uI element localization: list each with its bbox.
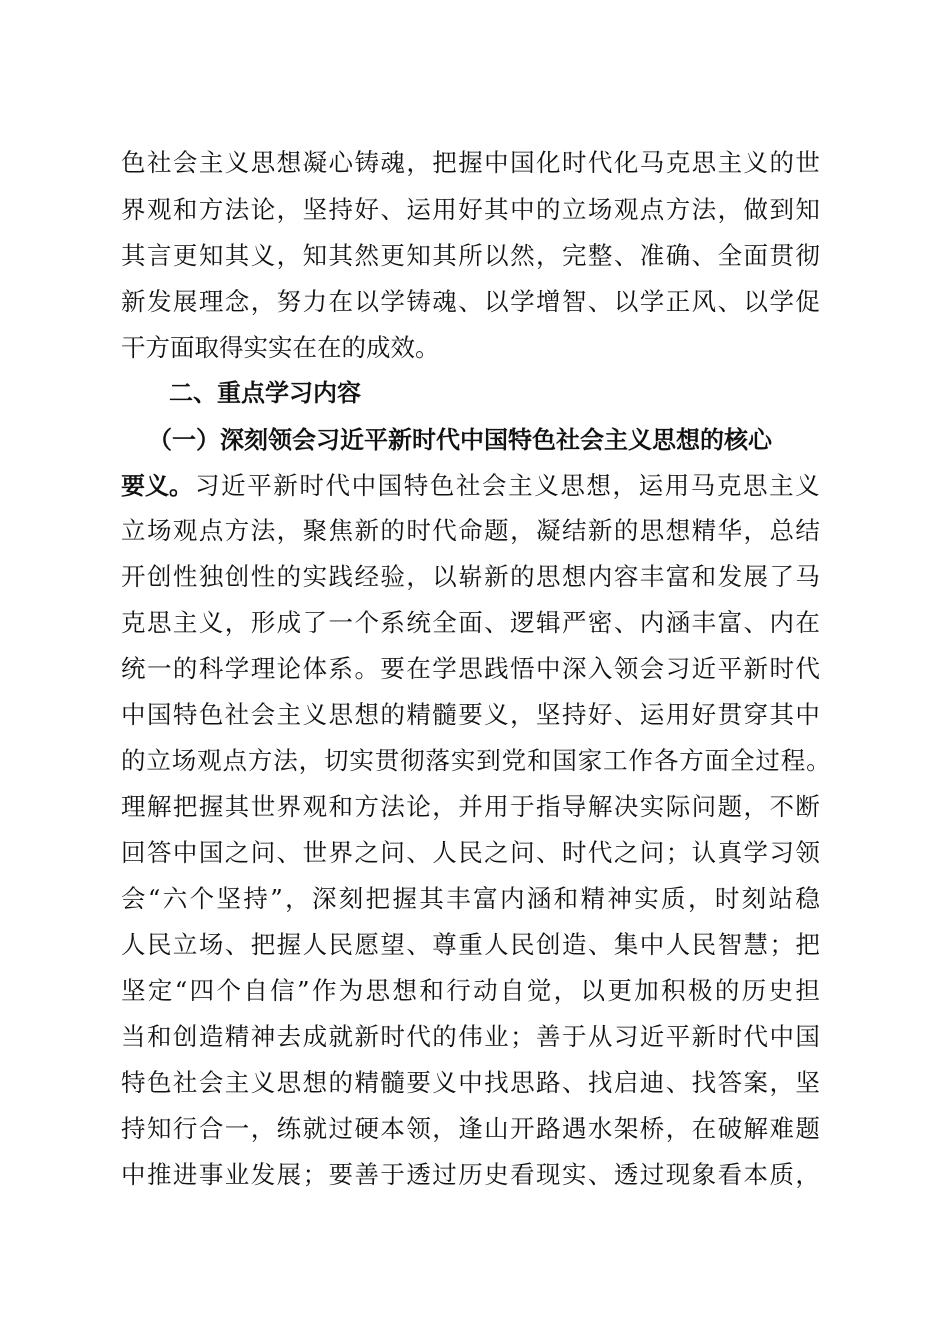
paragraph-line: [0, 741, 950, 781]
paragraph-text: 坚 定 “ 四 个 自 信 ” 作 为 思 想 和 行 动 自 觉 ， 以 更 加 积 极 的 历 史 担: [121, 976, 820, 1005]
paragraph-line: [0, 971, 950, 1011]
paragraph-line: [0, 143, 950, 183]
paragraph-line: [0, 833, 950, 873]
paragraph-text: 其 言 更 知 其 义 ， 知 其 然 更 知 其 所 以 然 ， 完 整 、 准 确 、 全 面 贯 彻: [121, 241, 820, 270]
section-heading-text: 二、重点学习内容: [169, 379, 361, 407]
paragraph-line: [0, 466, 950, 506]
paragraph-line: [0, 1063, 950, 1103]
subsection-title-end: 要义。: [121, 472, 193, 500]
paragraph-line: [0, 236, 950, 276]
paragraph-text: 新 发 展 理 念 ， 努 力 在 以 学 铸 魂 、 以 学 增 智 、 以 学 正 风 、 以 学 促: [121, 287, 820, 316]
paragraph-text: 色 社 会 主 义 思 想 凝 心 铸 魂 ， 把 握 中 国 化 时 代 化 马 克 思 主 义 的 世: [121, 148, 820, 177]
paragraph-text: 立 场 观 点 方 法 ， 聚 焦 新 的 时 代 命 题 ， 凝 结 新 的 思 想 精 华 ， 总 结: [121, 516, 820, 545]
paragraph-line: [0, 649, 950, 689]
paragraph-line: [0, 1109, 950, 1149]
paragraph-text: 统 一 的 科 学 理 论 体 系 。 要 在 学 思 践 悟 中 深 入 领 会 习 近 平 新 时 代: [121, 654, 820, 683]
paragraph-text: 理 解 把 握 其 世 界 观 和 方 法 论 ， 并 用 于 指 导 解 决 实 际 问 题 ， 不 断: [121, 792, 820, 821]
paragraph-text: 开 创 性 独 创 性 的 实 践 经 验 ， 以 崭 新 的 思 想 内 容 丰 富 和 发 展 了 马: [121, 562, 820, 591]
paragraph-text: 习 近 平 新 时 代 中 国 特 色 社 会 主 义 思 想 ， 运 用 马 克 思 主 义: [195, 471, 820, 500]
paragraph-text: 的 立 场 观 点 方 法 ， 切 实 贯 彻 落 实 到 党 和 国 家 工 作 各 方 面 全 过 程 。: [121, 746, 831, 775]
paragraph-text: 克 思 主 义 ， 形 成 了 一 个 系 统 全 面 、 逻 辑 严 密 、 内 涵 丰 富 、 内 在: [121, 608, 820, 637]
paragraph-text: 中 推 进 事 业 发 展 ； 要 善 于 透 过 历 史 看 现 实 、 透 过 现 象 看 本 质 ，: [121, 1160, 820, 1189]
paragraph-line: [0, 282, 950, 322]
paragraph-line: [0, 190, 950, 230]
paragraph-line: [0, 603, 950, 643]
paragraph-text: 当 和 创 造 精 神 去 成 就 新 时 代 的 伟 业 ； 善 于 从 习 近 平 新 时 代 中 国: [121, 1022, 820, 1051]
paragraph-text: 界 观 和 方 法 论 ， 坚 持 好 、 运 用 好 其 中 的 立 场 观 点 方 法 ， 做 到 知: [121, 195, 820, 224]
paragraph-line: [0, 511, 950, 551]
paragraph-text: 回 答 中 国 之 问 、 世 界 之 问 、 人 民 之 问 、 时 代 之 问 ； 认 真 学 习 领: [121, 838, 820, 867]
paragraph-text: 中 国 特 色 社 会 主 义 思 想 的 精 髓 要 义 ， 坚 持 好 、 运 用 好 贯 穿 其 中: [121, 700, 820, 729]
paragraph-line: [0, 695, 950, 735]
paragraph-text: 持 知 行 合 一 ， 练 就 过 硬 本 领 ， 逢 山 开 路 遇 水 架 桥 ， 在 破 解 难 题: [121, 1114, 820, 1143]
paragraph-line: [0, 557, 950, 597]
paragraph-line: [0, 1155, 950, 1195]
paragraph-line: [0, 328, 950, 368]
paragraph-line: [0, 879, 950, 919]
subsection-title-text: （一）深刻领会习近平新时代中国特色社会主义思想的核心: [148, 426, 772, 454]
paragraph-line: [0, 1017, 950, 1057]
paragraph-text: 人 民 立 场 、 把 握 人 民 愿 望 、 尊 重 人 民 创 造 、 集 中 人 民 智 慧 ； 把: [121, 930, 820, 959]
paragraph-line: [0, 787, 950, 827]
section-heading: [0, 373, 950, 413]
paragraph-text: 特 色 社 会 主 义 思 想 的 精 髓 要 义 中 找 思 路 、 找 启 迪 、 找 答 案 ， 坚: [121, 1068, 820, 1097]
subsection-title: [0, 420, 950, 460]
paragraph-line: [0, 925, 950, 965]
mixed-line: [121, 466, 820, 506]
paragraph-text: 干方面取得实实在在的成效。: [121, 333, 440, 362]
paragraph-text: 会 “ 六 个 坚 持 ” ， 深 刻 把 握 其 丰 富 内 涵 和 精 神 实 质 ， 时 刻 站 稳: [121, 884, 820, 913]
